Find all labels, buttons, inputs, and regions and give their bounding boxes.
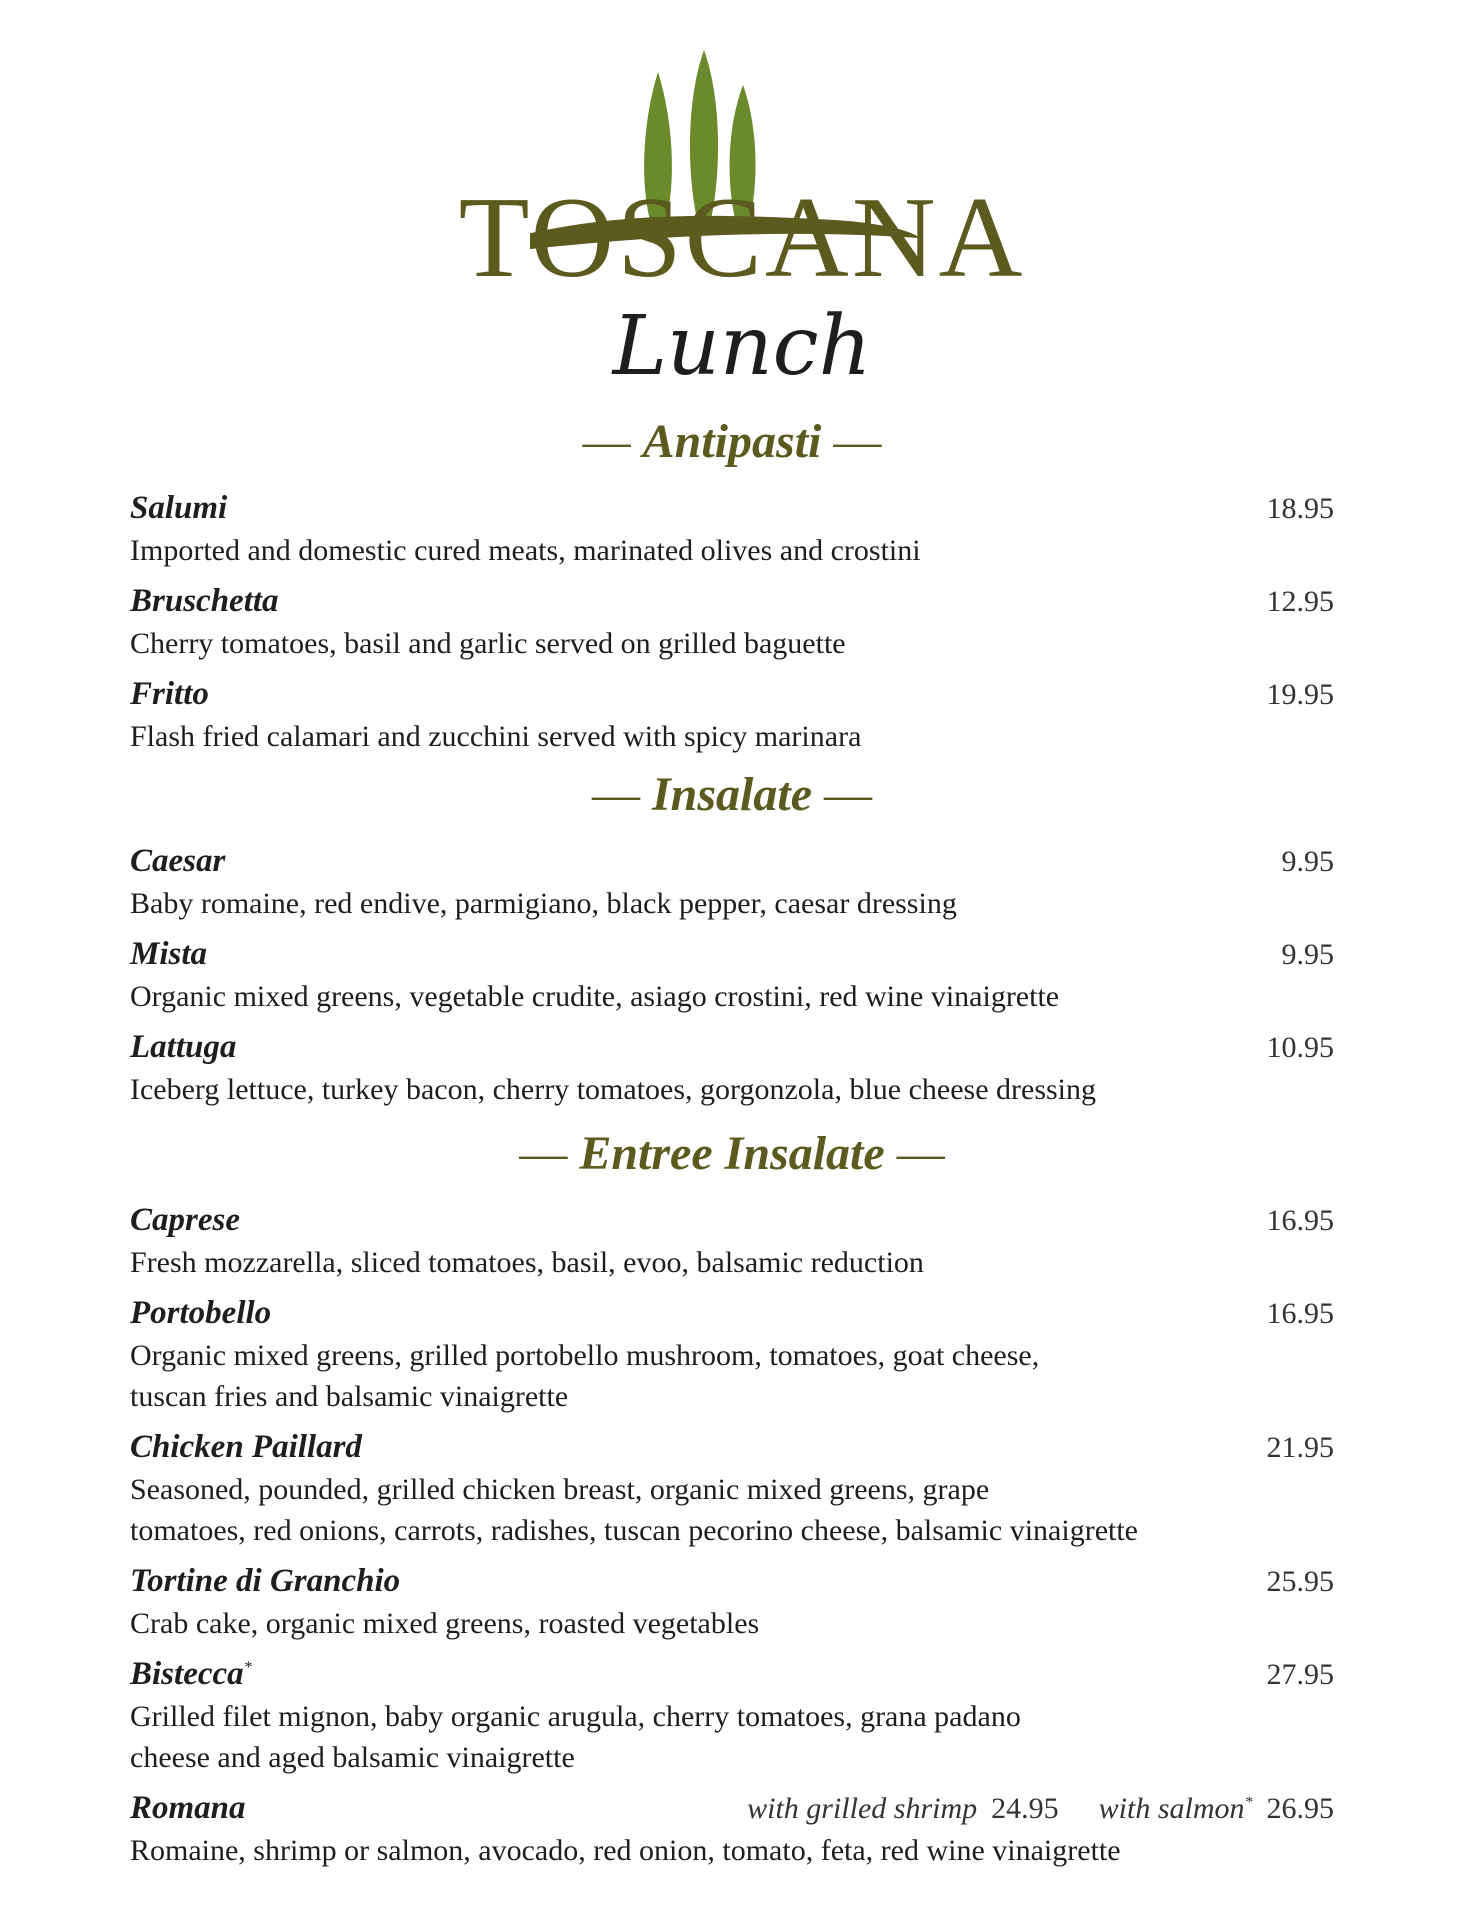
item-name-text: Chicken Paillard [130,1429,362,1465]
item-header [130,1029,1334,1069]
item-price: 27.95 [1266,1658,1334,1691]
item-options [747,1792,1334,1826]
item-price: 16.95 [1266,1297,1334,1330]
item-name [130,1202,240,1239]
section-title: Insalate [651,768,813,821]
menu-item [130,1029,1334,1110]
menu-item [130,843,1334,924]
item-header [130,843,1334,883]
menu-item [130,583,1334,664]
item-list [130,490,1334,757]
item-price: 19.95 [1266,678,1334,711]
item-header [130,1790,1334,1830]
item-name-text: Fritto [130,676,209,712]
item-name-text: Tortine di Granchio [130,1563,401,1599]
option-label-text: with salmon [1098,1792,1245,1825]
item-name-text: Mista [130,936,208,972]
menu-item [130,1656,1334,1778]
brand-name: TOSCANA [458,174,1026,302]
item-price: 10.95 [1266,1031,1334,1064]
item-header [130,490,1334,530]
item-name [130,1029,236,1066]
item-description: tomatoes, red onions, carrots, radishes, tuscan pecorino cheese, balsamic vinaigrette [130,1514,1138,1547]
section-antipasti: — Antipasti — Salumi 18.95 Imported and domestic cured meats, marinated olives and crostini Bruschetta 12.95 Cherry tomatoes, basil and garlic served on grilled baguette Fritto 19.95 Flash fried calamari and zucchini served with spicy marinara [130,418,1334,757]
item-name [130,490,227,527]
menu-subtitle: Lunch [612,299,872,394]
item-name [130,936,207,973]
section-title: Antipasti [642,415,822,468]
menu-item [130,676,1334,757]
item-description: Organic mixed greens, vegetable crudite, asiago crostini, red wine vinaigrette [130,980,1060,1013]
option-mark: * [1244,1794,1253,1811]
item-description: Flash fried calamari and zucchini served with spicy marinara [130,720,862,753]
item-name-text: Romana [130,1790,246,1826]
item-price: 9.95 [1281,845,1334,878]
item-header [130,583,1334,623]
menu-item [130,1790,1334,1871]
item-list [130,1202,1334,1871]
item-price: 21.95 [1266,1431,1334,1464]
menu-body [130,415,1334,1883]
item-description: Crab cake, organic mixed greens, roasted vegetables [130,1607,760,1640]
item-description: Grilled filet mignon, baby organic arugula, cherry tomatoes, grana padano [130,1700,1021,1733]
item-price: 25.95 [1266,1565,1334,1598]
section-entree-insalate: — Entree Insalate — Caprese 16.95 Fresh mozzarella, sliced tomatoes, basil, evoo, balsamic reduction Portobello 16.95 Organic mixed greens, grilled portobello mushroom, tomatoes, goat cheese, tuscan fries and balsamic vinaigrette Chicken Paillard 21.95 Seasoned, pounded, grilled chicken breast, organic mixed greens, grape tomatoes, red onions, carrots, radishes, tuscan pecorino cheese, balsamic vinaigrette Tortine di Granchio 25.95 Crab cake, organic mixed greens, roasted vegetables Bistecca* 27.95 Grilled filet mignon, baby organic arugula, cherry tomatoes, grana padano cheese and aged balsamic vinaigrette Romana with grilled shrimp 24.95 with salmon* 26.95 Romaine, shrimp or salmon, avocado, red onion, tomato, feta, red wine vinaigrette [130,1130,1334,1871]
menu-item [130,936,1334,1017]
item-description: Fresh mozzarella, sliced tomatoes, basil, evoo, balsamic reduction [130,1246,924,1279]
item-price: 16.95 [1266,1204,1334,1237]
item-name [130,1295,271,1332]
menu-item [130,1202,1334,1283]
item-name [130,1429,362,1466]
item-name-text: Lattuga [130,1029,237,1065]
item-name-text: Bistecca [130,1656,244,1692]
item-name [130,1790,246,1827]
item-header [130,1429,1334,1469]
item-name [130,1563,400,1600]
item-description: Iceberg lettuce, turkey bacon, cherry tomatoes, gorgonzola, blue cheese dressing [130,1073,1097,1106]
option-price: 24.95 [991,1792,1059,1825]
option-price: 26.95 [1266,1792,1334,1825]
menu-item [130,1429,1334,1551]
item-price: 9.95 [1281,938,1334,971]
item-name-text: Caesar [130,843,226,879]
item-header [130,676,1334,716]
item-description: tuscan fries and balsamic vinaigrette [130,1380,569,1413]
item-name-text: Bruschetta [130,583,279,619]
item-name-text: Portobello [130,1295,272,1331]
item-name-mark: * [243,1659,252,1676]
item-header [130,1563,1334,1603]
item-price: 12.95 [1266,585,1334,618]
item-name [130,676,209,713]
option-label [747,1792,977,1826]
item-description: cheese and aged balsamic vinaigrette [130,1741,575,1774]
menu-item [130,1295,1334,1417]
item-name [130,1656,252,1693]
item-name-text: Salumi [130,490,228,526]
section-insalate: — Insalate — Caesar 9.95 Baby romaine, red endive, parmigiano, black pepper, caesar dressing Mista 9.95 Organic mixed greens, vegetable crudite, asiago crostini, red wine vinaigrette Lattuga 10.95 Iceberg lettuce, turkey bacon, cherry tomatoes, gorgonzola, blue cheese dressing [130,771,1334,1110]
item-description: Organic mixed greens, grilled portobello mushroom, tomatoes, goat cheese, [130,1339,1040,1372]
menu-item [130,490,1334,571]
item-header [130,1295,1334,1335]
item-header [130,1202,1334,1242]
item-description: Seasoned, pounded, grilled chicken breast, organic mixed greens, grape [130,1473,990,1506]
item-header [130,1656,1334,1696]
option-label-text: with grilled shrimp [747,1792,978,1825]
item-description: Baby romaine, red endive, parmigiano, black pepper, caesar dressing [130,887,957,920]
item-list [130,843,1334,1110]
item-description: Romaine, shrimp or salmon, avocado, red onion, tomato, feta, red wine vinaigrette [130,1834,1121,1867]
item-description: Cherry tomatoes, basil and garlic served on grilled baguette [130,627,846,660]
item-name-text: Caprese [130,1202,240,1238]
section-title: Entree Insalate [579,1127,885,1180]
item-name [130,843,225,880]
item-price: 18.95 [1266,492,1334,525]
item-name [130,583,279,620]
item-header [130,936,1334,976]
menu-item [130,1563,1334,1644]
option-label [1099,1792,1253,1826]
item-description: Imported and domestic cured meats, marinated olives and crostini [130,534,921,567]
